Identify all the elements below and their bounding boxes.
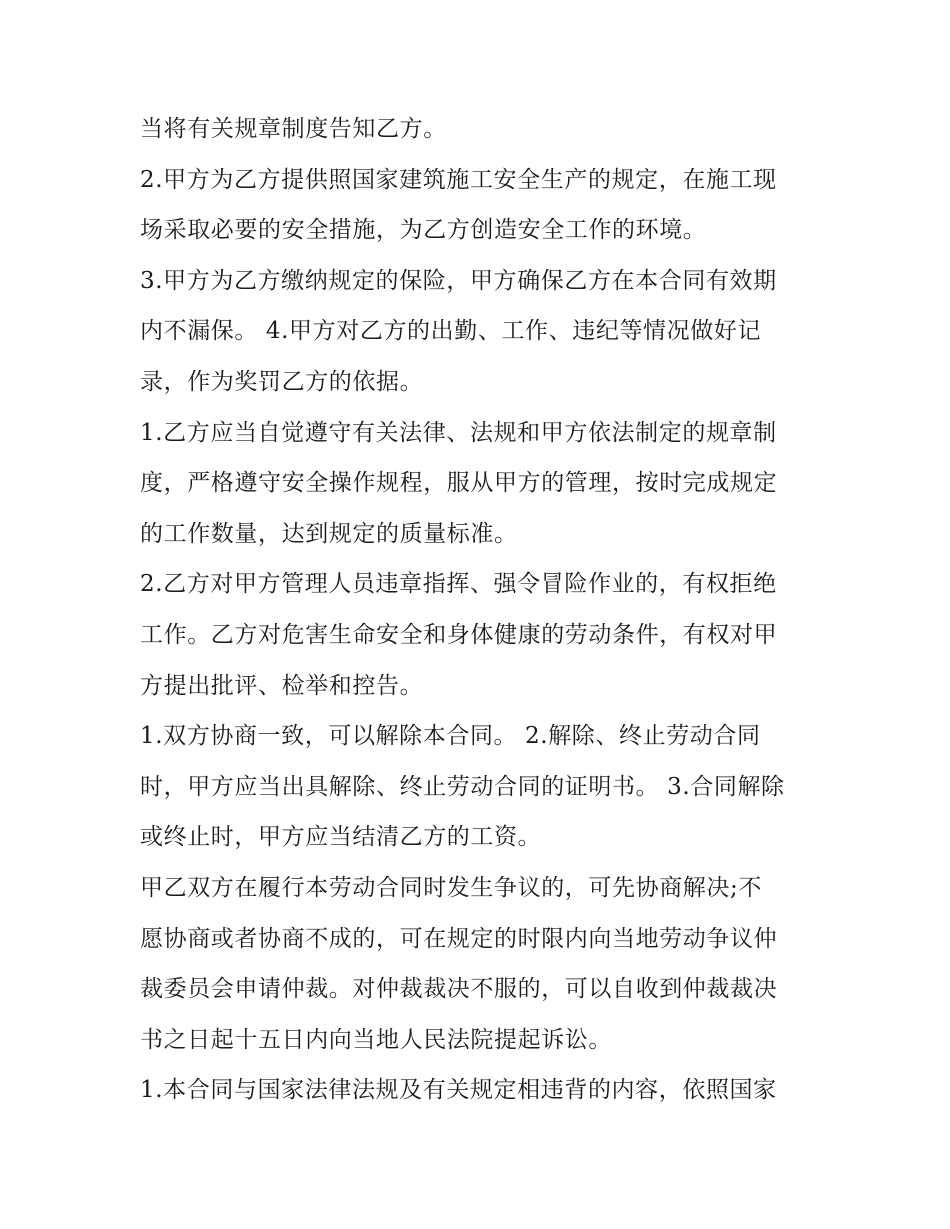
text-line: 的工作数量，达到规定的质量标准。 (140, 520, 518, 547)
text-line: 2.甲方为乙方提供照国家建筑施工安全生产的规定，在施工现 (140, 166, 777, 193)
text-line: 度，严格遵守安全操作规程，服从甲方的管理，按时完成规定 (140, 470, 778, 497)
text-line: 场采取必要的安全措施，为乙方创造安全工作的环境。 (140, 217, 707, 244)
text-line: 甲乙双方在履行本劳动合同时发生争议的，可先协商解决;不 (140, 874, 762, 901)
document-body (140, 104, 820, 1116)
text-line: 方提出批评、检举和控告。 (140, 672, 424, 699)
text-line: 时，甲方应当出具解除、终止劳动合同的证明书。 3.合同解除 (140, 773, 785, 800)
text-line: 3.甲方为乙方缴纳规定的保险，甲方确保乙方在本合同有效期 (140, 267, 777, 294)
text-line: 或终止时，甲方应当结清乙方的工资。 (140, 824, 542, 851)
text-line: 工作。乙方对危害生命安全和身体健康的劳动条件，有权对甲 (140, 621, 778, 648)
text-line: 书之日起十五日内向当地人民法院提起诉讼。 (140, 1026, 612, 1053)
text-line: 录，作为奖罚乙方的依据。 (140, 368, 424, 395)
text-line: 裁委员会申请仲裁。对仲裁裁决不服的，可以自收到仲裁裁决 (140, 976, 778, 1003)
text-line: 2.乙方对甲方管理人员违章指挥、强令冒险作业的，有权拒绝 (140, 571, 777, 598)
text-line: 1.乙方应当自觉遵守有关法律、法规和甲方依法制定的规章制 (140, 419, 777, 446)
text-line: 当将有关规章制度告知乙方。 (140, 116, 447, 142)
text-line: 1.本合同与国家法律法规及有关规定相违背的内容，依照国家 (140, 1077, 777, 1104)
text-line: 愿协商或者协商不成的，可在规定的时限内向当地劳动争议仲 (140, 925, 778, 952)
text-line: 内不漏保。 4.甲方对乙方的出勤、工作、违纪等情况做好记 (140, 318, 762, 345)
text-line: 1.双方协商一致，可以解除本合同。 2.解除、终止劳动合同 (140, 723, 761, 750)
